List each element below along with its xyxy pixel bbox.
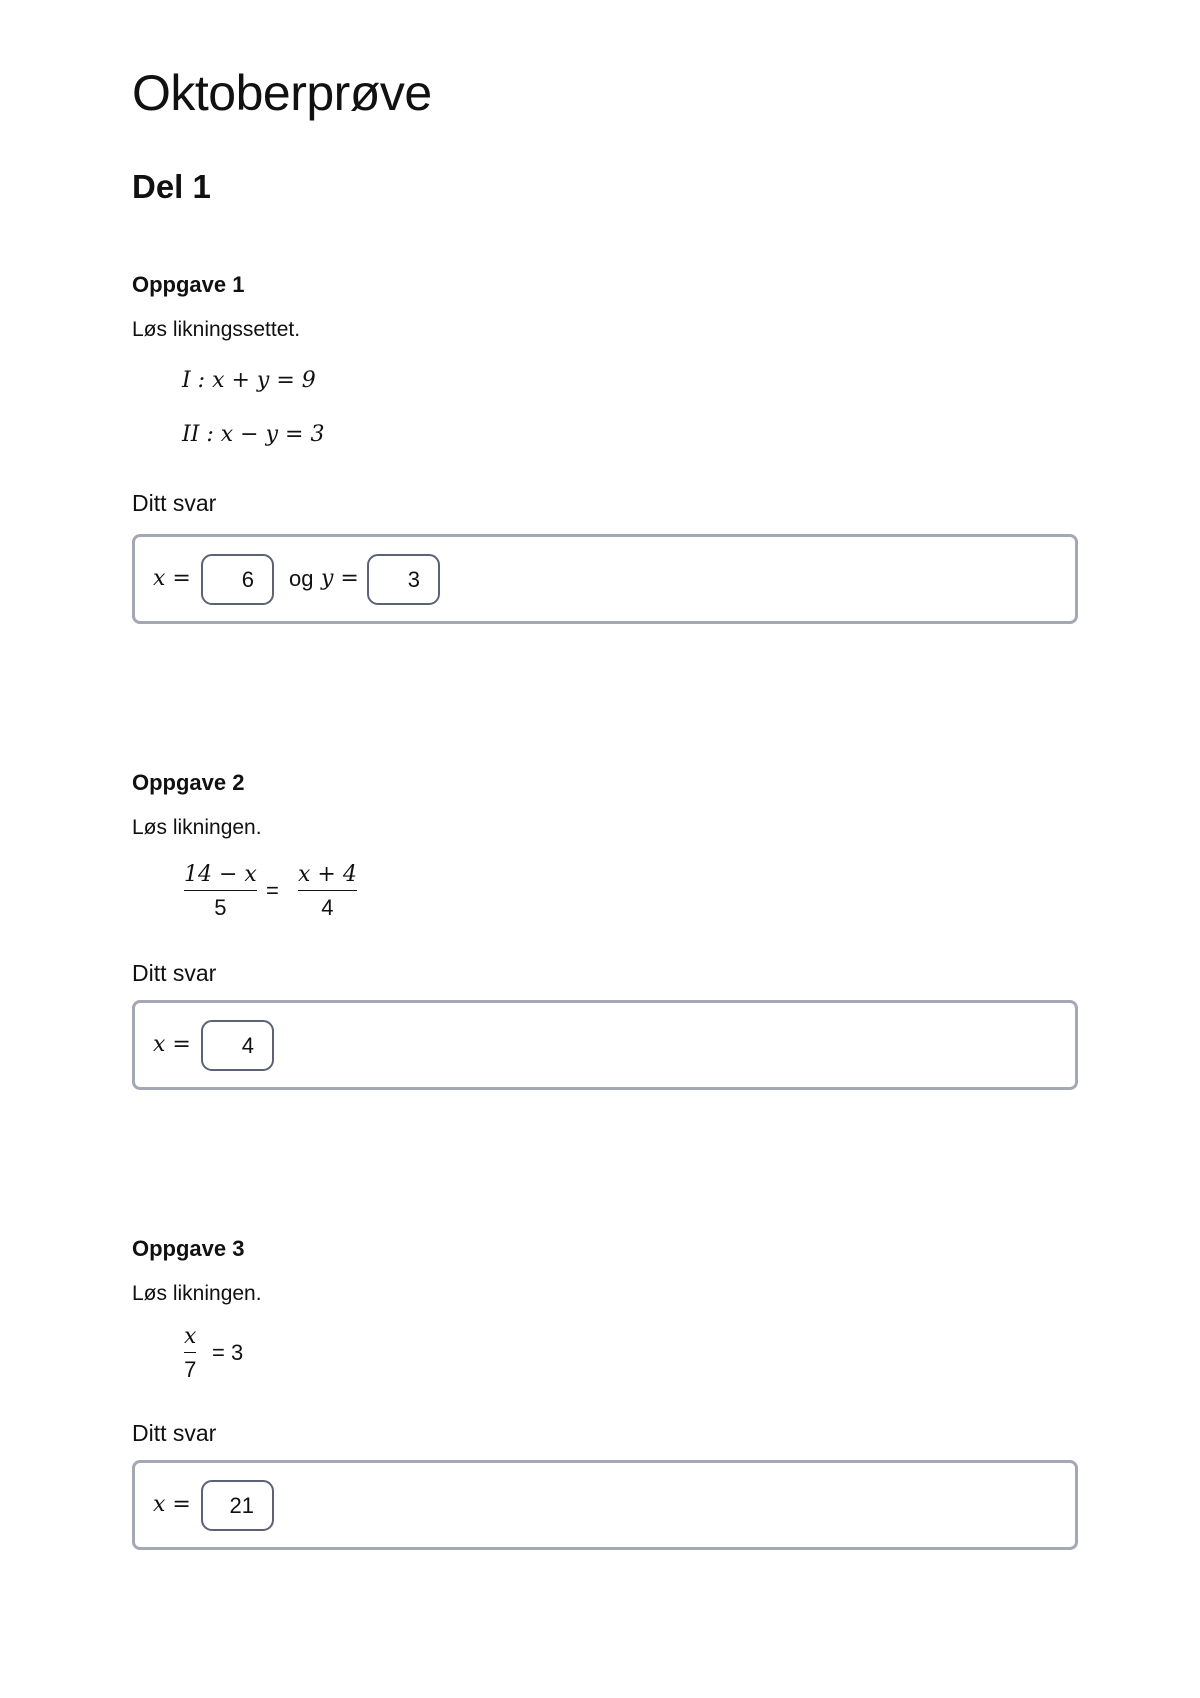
- task-instruction: Løs likningen.: [132, 816, 262, 839]
- answer-box: [132, 1460, 1078, 1550]
- right-fraction: [298, 862, 357, 921]
- x-answer-input[interactable]: 21: [201, 1480, 274, 1531]
- connector-text: og: [289, 566, 314, 591]
- task-instruction: Løs likningssettet.: [132, 318, 301, 341]
- x-answer-input[interactable]: 4: [201, 1020, 274, 1071]
- answer-label: Ditt svar: [132, 1420, 217, 1446]
- answer-label: Ditt svar: [132, 490, 217, 516]
- x-label: x =: [153, 1032, 191, 1057]
- numerator: x: [184, 1324, 197, 1349]
- right-numerator: x + 4: [298, 862, 357, 887]
- task-title: Oppgave 2: [132, 770, 245, 795]
- task-instruction: Løs likningen.: [132, 1282, 262, 1305]
- x-label: x =: [153, 1492, 191, 1517]
- task-2: [132, 770, 1082, 1190]
- y-answer-input[interactable]: 3: [367, 554, 440, 605]
- answer-box: [132, 1000, 1078, 1090]
- equation-rhs: = 3: [212, 1340, 244, 1365]
- page-title: Oktoberprøve: [132, 65, 432, 121]
- fraction: [184, 1324, 196, 1383]
- equals-sign: =: [266, 878, 279, 903]
- x-label: x =: [153, 566, 191, 591]
- answer-label: Ditt svar: [132, 960, 217, 986]
- right-denominator: 4: [321, 895, 334, 920]
- equation-1: I : x + y = 9: [182, 368, 316, 393]
- section-heading: Del 1: [132, 168, 211, 205]
- answer-box: [132, 534, 1078, 624]
- task-title: Oppgave 3: [132, 1236, 245, 1261]
- denominator: 7: [184, 1357, 197, 1382]
- task-1: [132, 272, 1082, 692]
- task-title: Oppgave 1: [132, 272, 245, 297]
- y-label: y =: [321, 566, 359, 591]
- left-numerator: 14 − x: [184, 862, 257, 887]
- left-denominator: 5: [214, 895, 227, 920]
- task-3: [132, 1236, 1082, 1656]
- left-fraction: [184, 862, 257, 921]
- equation-2: II : x − y = 3: [182, 422, 325, 447]
- x-answer-input[interactable]: 6: [201, 554, 274, 605]
